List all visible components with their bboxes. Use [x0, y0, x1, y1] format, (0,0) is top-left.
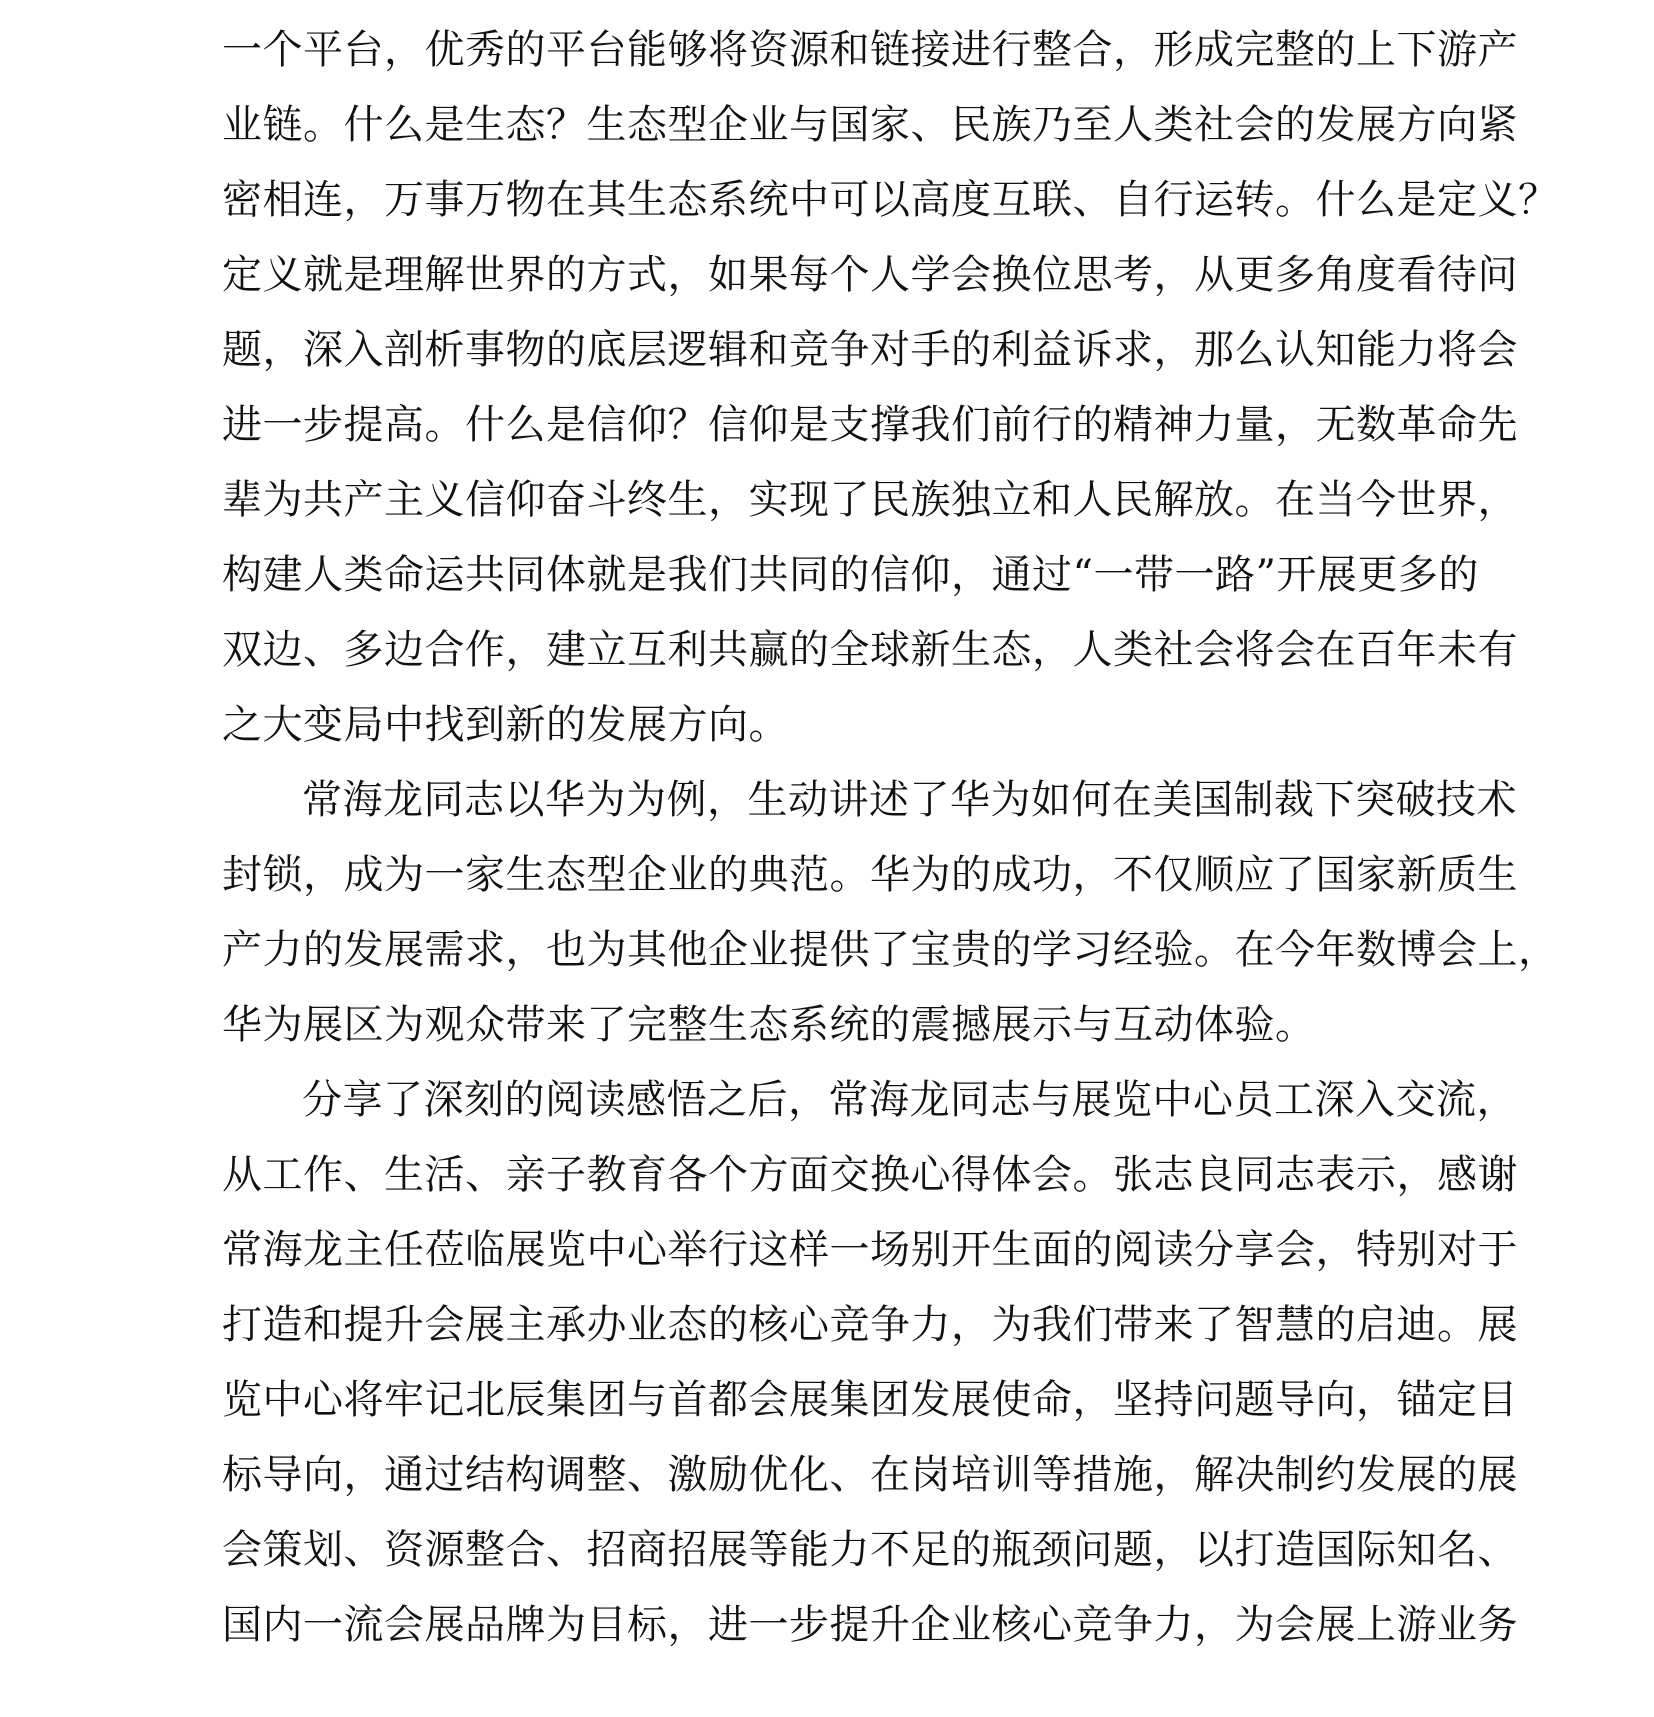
text-line: 辈为共产主义信仰奋斗终生，实现了民族独立和人民解放。在当今世界， — [222, 477, 1518, 523]
text-line: 从工作、生活、亲子教育各个方面交换心得体会。张志良同志表示，感谢 — [222, 1152, 1518, 1198]
text-line: 一个平台，优秀的平台能够将资源和链接进行整合，形成完整的上下游产 — [222, 27, 1518, 73]
text-line: 分享了深刻的阅读感悟之后，常海龙同志与展览中心员工深入交流， — [302, 1077, 1517, 1123]
text-line: 览中心将牢记北辰集团与首都会展集团发展使命，坚持问题导向，锚定目 — [222, 1377, 1518, 1423]
text-line: 常海龙主任莅临展览中心举行这样一场别开生面的阅读分享会，特别对于 — [222, 1227, 1518, 1273]
text-line: 进一步提高。什么是信仰？信仰是支撑我们前行的精神力量，无数革命先 — [222, 402, 1518, 448]
text-line: 定义就是理解世界的方式，如果每个人学会换位思考，从更多角度看待问 — [222, 252, 1518, 298]
text-line: 华为展区为观众带来了完整生态系统的震撼展示与互动体验。 — [222, 1002, 1316, 1048]
text-line: 业链。什么是生态？生态型企业与国家、民族乃至人类社会的发展方向紧 — [222, 102, 1518, 148]
text-line: 常海龙同志以华为为例，生动讲述了华为如何在美国制裁下突破技术 — [302, 777, 1517, 823]
text-line: 双边、多边合作，建立互利共赢的全球新生态，人类社会将会在百年未有 — [222, 627, 1518, 673]
text-line: 封锁，成为一家生态型企业的典范。华为的成功，不仅顺应了国家新质生 — [222, 852, 1518, 898]
text-line: 题，深入剖析事物的底层逻辑和竞争对手的利益诉求，那么认知能力将会 — [222, 327, 1518, 373]
text-line: 之大变局中找到新的发展方向。 — [222, 702, 789, 748]
text-line: 打造和提升会展主承办业态的核心竞争力，为我们带来了智慧的启迪。展 — [222, 1302, 1518, 1348]
text-line: 国内一流会展品牌为目标，进一步提升企业核心竞争力，为会展上游业务 — [222, 1602, 1518, 1648]
text-line: 密相连，万事万物在其生态系统中可以高度互联、自行运转。什么是定义？ — [222, 177, 1559, 223]
text-line: 产力的发展需求，也为其他企业提供了宝贵的学习经验。在今年数博会上， — [222, 927, 1559, 973]
text-line: 构建人类命运共同体就是我们共同的信仰，通过“一带一路”开展更多的 — [222, 552, 1479, 598]
text-line: 会策划、资源整合、招商招展等能力不足的瓶颈问题，以打造国际知名、 — [222, 1527, 1518, 1573]
text-line: 标导向，通过结构调整、激励优化、在岗培训等措施，解决制约发展的展 — [222, 1452, 1518, 1498]
